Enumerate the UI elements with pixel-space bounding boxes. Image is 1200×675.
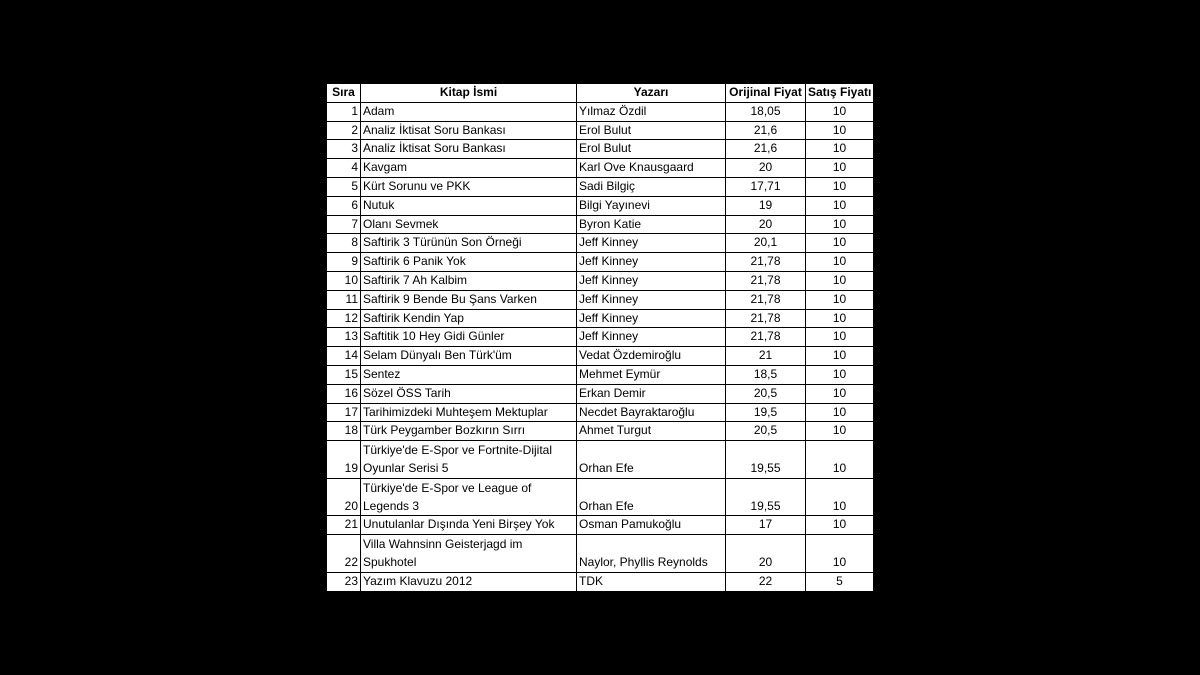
row-no: 4 [327, 159, 361, 178]
row-original-price: 20,5 [726, 422, 806, 441]
row-sale-price: 10 [806, 140, 874, 159]
header-sale-price: Satış Fiyatı [806, 84, 874, 103]
row-original-price: 21,6 [726, 140, 806, 159]
table-row [327, 121, 874, 140]
row-author: TDK [577, 572, 726, 591]
row-title: Tarihimizdeki Muhteşem Mektuplar [361, 403, 577, 422]
table-row [327, 309, 874, 328]
row-original-price: 21,78 [726, 253, 806, 272]
header-author: Yazarı [577, 84, 726, 103]
row-author: Erol Bulut [577, 121, 726, 140]
row-title: Kürt Sorunu ve PKK [361, 177, 577, 196]
table-row [327, 384, 874, 403]
row-author: Jeff Kinney [577, 253, 726, 272]
row-author: Yılmaz Özdil [577, 102, 726, 121]
row-no: 14 [327, 347, 361, 366]
table-row [327, 328, 874, 347]
row-no: 12 [327, 309, 361, 328]
row-original-price: 21 [726, 347, 806, 366]
header-title: Kitap İsmi [361, 84, 577, 103]
table-row [327, 478, 874, 516]
row-no: 15 [327, 365, 361, 384]
row-no: 3 [327, 140, 361, 159]
header-no: Sıra [327, 84, 361, 103]
row-author: Ahmet Turgut [577, 422, 726, 441]
table-row [327, 347, 874, 366]
row-author: Byron Katie [577, 215, 726, 234]
row-no: 6 [327, 196, 361, 215]
book-price-sheet [326, 83, 873, 592]
row-original-price: 21,78 [726, 290, 806, 309]
row-author: Sadi Bilgiç [577, 177, 726, 196]
row-author: Necdet Bayraktaroğlu [577, 403, 726, 422]
row-sale-price: 10 [806, 196, 874, 215]
table-row [327, 516, 874, 535]
row-sale-price: 10 [806, 177, 874, 196]
row-author: Jeff Kinney [577, 271, 726, 290]
row-original-price: 21,6 [726, 121, 806, 140]
row-original-price: 17,71 [726, 177, 806, 196]
row-sale-price: 10 [806, 478, 874, 516]
row-sale-price: 10 [806, 102, 874, 121]
row-original-price: 20 [726, 535, 806, 573]
row-sale-price: 10 [806, 328, 874, 347]
row-title: Türk Peygamber Bozkırın Sırrı [361, 422, 577, 441]
row-original-price: 20,5 [726, 384, 806, 403]
row-title: Saftirik 9 Bende Bu Şans Varken [361, 290, 577, 309]
row-author: Mehmet Eymür [577, 365, 726, 384]
row-title: Saftirik Kendin Yap [361, 309, 577, 328]
row-author: Erkan Demir [577, 384, 726, 403]
row-original-price: 21,78 [726, 271, 806, 290]
row-sale-price: 10 [806, 159, 874, 178]
row-title: Unutulanlar Dışında Yeni Birşey Yok [361, 516, 577, 535]
row-sale-price: 10 [806, 253, 874, 272]
row-author: Bilgi Yayınevi [577, 196, 726, 215]
row-title: Adam [361, 102, 577, 121]
table-row [327, 441, 874, 479]
row-sale-price: 10 [806, 516, 874, 535]
book-price-table [326, 83, 874, 592]
row-original-price: 20 [726, 215, 806, 234]
table-row [327, 365, 874, 384]
row-author: Vedat Özdemiroğlu [577, 347, 726, 366]
row-sale-price: 10 [806, 290, 874, 309]
row-title: Yazım Klavuzu 2012 [361, 572, 577, 591]
table-row [327, 403, 874, 422]
row-title: Analiz İktisat Soru Bankası [361, 140, 577, 159]
row-no: 17 [327, 403, 361, 422]
row-sale-price: 10 [806, 535, 874, 573]
row-no: 21 [327, 516, 361, 535]
row-no: 13 [327, 328, 361, 347]
row-sale-price: 10 [806, 271, 874, 290]
row-author: Erol Bulut [577, 140, 726, 159]
row-original-price: 19 [726, 196, 806, 215]
row-no: 11 [327, 290, 361, 309]
row-original-price: 20 [726, 159, 806, 178]
row-sale-price: 10 [806, 441, 874, 479]
table-row [327, 535, 874, 573]
row-title: Kavgam [361, 159, 577, 178]
row-title: Saftirik 3 Türünün Son Örneği [361, 234, 577, 253]
row-no: 8 [327, 234, 361, 253]
row-author: Jeff Kinney [577, 234, 726, 253]
table-row [327, 140, 874, 159]
row-title: Türkiye'de E-Spor ve Fortnite-Dijital Oyunlar Serisi 5 [361, 441, 577, 479]
row-author: Orhan Efe [577, 441, 726, 479]
row-title: Sentez [361, 365, 577, 384]
row-title: Selam Dünyalı Ben Türk'üm [361, 347, 577, 366]
row-title: Saftirik 6 Panik Yok [361, 253, 577, 272]
row-title: Saftitik 10 Hey Gidi Günler [361, 328, 577, 347]
row-author: Jeff Kinney [577, 309, 726, 328]
header-original-price: Orijinal Fiyat [726, 84, 806, 103]
row-sale-price: 10 [806, 309, 874, 328]
row-title: Analiz İktisat Soru Bankası [361, 121, 577, 140]
row-no: 1 [327, 102, 361, 121]
row-original-price: 18,5 [726, 365, 806, 384]
table-row [327, 159, 874, 178]
row-author: Jeff Kinney [577, 328, 726, 347]
row-title: Villa Wahnsinn Geisterjagd im Spukhotel [361, 535, 577, 573]
row-no: 22 [327, 535, 361, 573]
row-author: Orhan Efe [577, 478, 726, 516]
header-row [327, 84, 874, 103]
table-row [327, 177, 874, 196]
row-original-price: 20,1 [726, 234, 806, 253]
row-title: Nutuk [361, 196, 577, 215]
row-sale-price: 10 [806, 422, 874, 441]
row-sale-price: 10 [806, 384, 874, 403]
row-no: 9 [327, 253, 361, 272]
row-original-price: 19,5 [726, 403, 806, 422]
row-original-price: 22 [726, 572, 806, 591]
table-row [327, 271, 874, 290]
row-no: 18 [327, 422, 361, 441]
row-no: 23 [327, 572, 361, 591]
row-author: Osman Pamukoğlu [577, 516, 726, 535]
row-original-price: 17 [726, 516, 806, 535]
row-title: Sözel ÖSS Tarih [361, 384, 577, 403]
table-row [327, 215, 874, 234]
row-original-price: 21,78 [726, 328, 806, 347]
row-original-price: 19,55 [726, 478, 806, 516]
row-no: 19 [327, 441, 361, 479]
row-title: Türkiye'de E-Spor ve League of Legends 3 [361, 478, 577, 516]
row-author: Karl Ove Knausgaard [577, 159, 726, 178]
row-author: Naylor, Phyllis Reynolds [577, 535, 726, 573]
row-original-price: 19,55 [726, 441, 806, 479]
row-author: Jeff Kinney [577, 290, 726, 309]
row-no: 10 [327, 271, 361, 290]
table-row [327, 422, 874, 441]
table-row [327, 234, 874, 253]
row-original-price: 18,05 [726, 102, 806, 121]
row-title: Olanı Sevmek [361, 215, 577, 234]
table-row [327, 196, 874, 215]
row-no: 2 [327, 121, 361, 140]
row-sale-price: 10 [806, 215, 874, 234]
row-sale-price: 10 [806, 234, 874, 253]
table-row [327, 253, 874, 272]
row-no: 20 [327, 478, 361, 516]
row-no: 7 [327, 215, 361, 234]
row-no: 16 [327, 384, 361, 403]
row-sale-price: 10 [806, 121, 874, 140]
row-sale-price: 5 [806, 572, 874, 591]
table-row [327, 290, 874, 309]
row-sale-price: 10 [806, 403, 874, 422]
table-row [327, 572, 874, 591]
row-sale-price: 10 [806, 365, 874, 384]
row-title: Saftirik 7 Ah Kalbim [361, 271, 577, 290]
table-row [327, 102, 874, 121]
row-sale-price: 10 [806, 347, 874, 366]
row-no: 5 [327, 177, 361, 196]
row-original-price: 21,78 [726, 309, 806, 328]
